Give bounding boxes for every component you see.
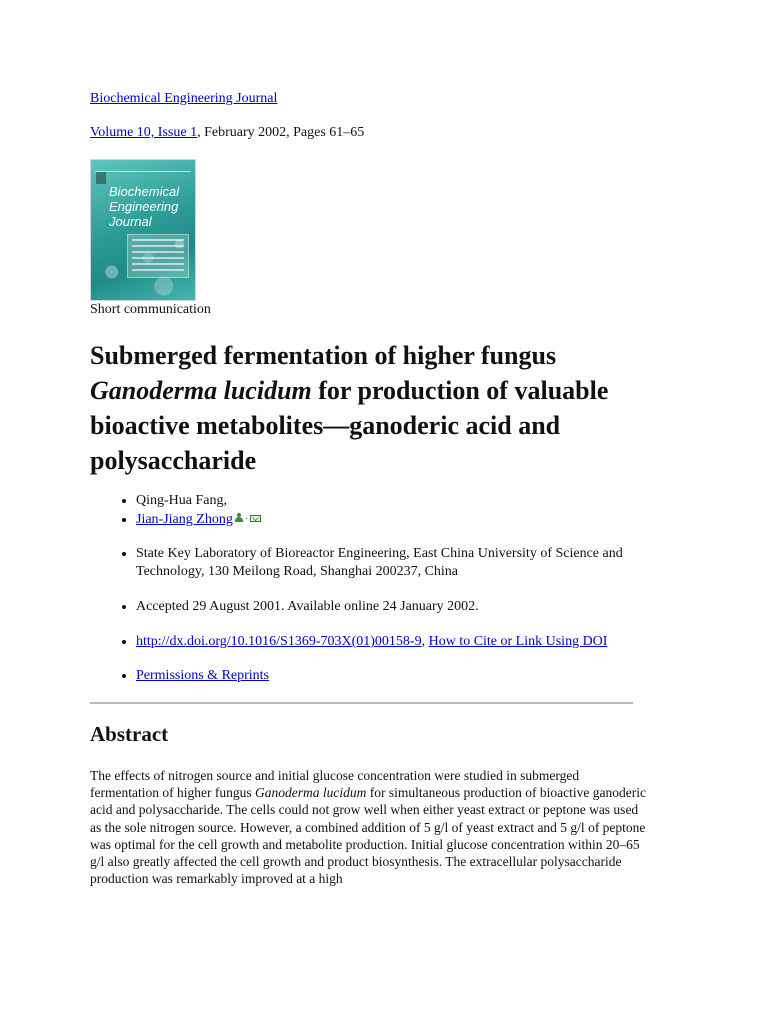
- title-part1: Submerged fermentation of higher fungus: [90, 341, 557, 370]
- journal-cover-image[interactable]: [90, 159, 196, 301]
- article-type: Short communication: [90, 302, 211, 317]
- icon-separator: ·: [244, 514, 249, 525]
- cover-title-line2: Engineering: [109, 199, 179, 214]
- doi-separator: ,: [421, 634, 429, 649]
- author-list: [90, 492, 666, 529]
- abstract-text: [90, 767, 646, 887]
- permissions-item: [136, 667, 666, 685]
- title-species: Ganoderma lucidum: [90, 376, 312, 405]
- article-title: [90, 338, 670, 478]
- permissions-link[interactable]: Permissions & Reprints: [136, 668, 270, 683]
- abstract-part2: for simultaneous production of bioactive ganoderic acid and polysaccharide. The cells could not grow well when either yeast extract or peptone was used as the sole nitrogen source. However, a combined addition of 5 g/l of yeast extract and 5 g/l of peptone was optimal for the cell growth and metabolite production. Initial glucose concentration within 20–65 g/l also greatly affected the cell growth and product biosynthesis. The extracellular polysaccharide production was remarkably improved at a high: [90, 785, 646, 887]
- affiliation-list: [90, 545, 666, 581]
- dates-list: [90, 598, 666, 616]
- abstract-species: Ganoderma lucidum: [254, 785, 367, 801]
- cover-contents-box: [127, 234, 189, 278]
- cover-title-line1: Biochemical: [109, 184, 180, 199]
- permissions-list: [90, 667, 666, 685]
- doi-item: [136, 633, 666, 651]
- issue-line: [90, 125, 364, 141]
- affiliation-item: • State Key Laboratory of Bioreactor Engineering, East China University of Science and Technology, 130 Meilong Road, Shanghai 200237, China: [136, 545, 666, 581]
- abstract-heading: Abstract: [90, 722, 169, 746]
- cover-title: [109, 184, 191, 229]
- abstract-part1: The effects of nitrogen source and initial glucose concentration were studied in submerged fermentation of higher fungus: [90, 768, 580, 801]
- author-item: [136, 492, 666, 510]
- person-icon[interactable]: [235, 513, 243, 522]
- cover-title-line3: Journal: [109, 214, 152, 229]
- author-icons: [235, 510, 261, 529]
- dates-item: • Accepted 29 August 2001. Available online 24 January 2002.: [136, 598, 666, 616]
- doi-list: [90, 633, 666, 651]
- section-divider: [90, 702, 633, 704]
- mail-icon[interactable]: [250, 515, 261, 522]
- cite-doi-link[interactable]: How to Cite or Link Using DOI: [428, 634, 608, 649]
- cover-header-line: [95, 163, 191, 172]
- title-part2: for production of valuable bioactive metabolites—ganoderic acid and polysaccharide: [90, 376, 609, 475]
- volume-issue-link[interactable]: Volume 10, Issue 1: [90, 125, 198, 140]
- author-name: Qing-Hua Fang,: [136, 493, 227, 508]
- author-item: [136, 510, 666, 529]
- journal-link[interactable]: Biochemical Engineering Journal: [90, 91, 278, 106]
- publisher-logo-icon: [96, 172, 106, 184]
- date-pages: , February 2002, Pages 61–65: [197, 125, 365, 140]
- author-name-link[interactable]: Jian-Jiang Zhong: [136, 512, 233, 527]
- doi-link[interactable]: http://dx.doi.org/10.1016/S1369-703X(01)00158-9: [136, 634, 422, 649]
